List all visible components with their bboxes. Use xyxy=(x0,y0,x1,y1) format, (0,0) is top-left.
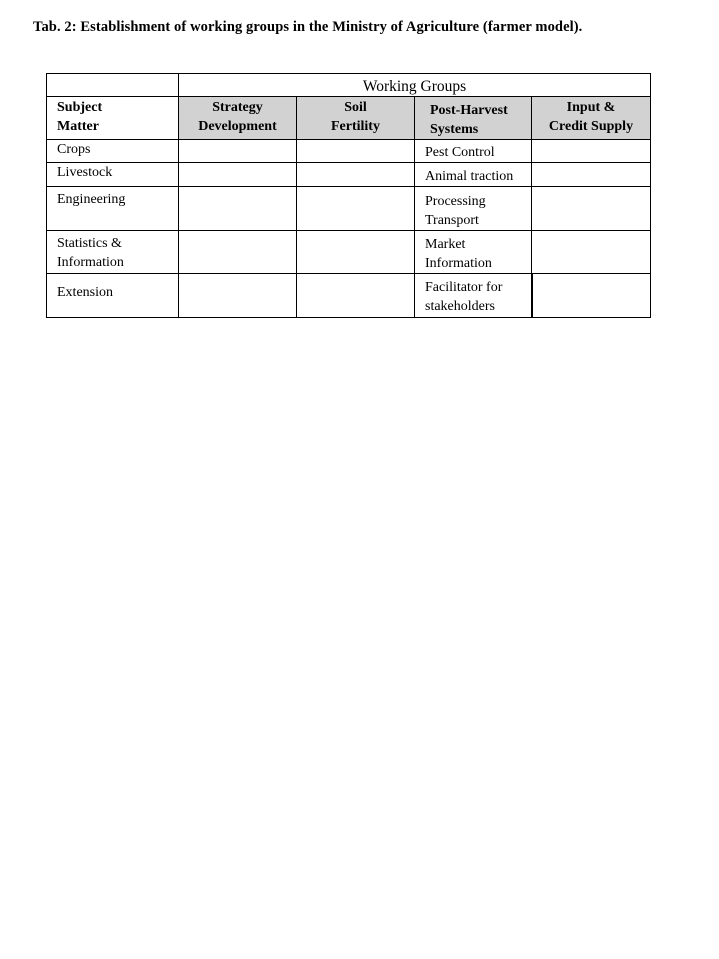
empty-cell xyxy=(297,163,415,187)
empty-cell xyxy=(179,163,297,187)
header-input-credit-supply: Input & Credit Supply xyxy=(532,97,651,140)
empty-cell xyxy=(532,187,651,231)
table-row xyxy=(47,274,651,318)
table-row xyxy=(47,231,651,274)
empty-cell xyxy=(297,274,415,318)
subject-cell: Engineering xyxy=(47,187,179,231)
table-caption: Tab. 2: Establishment of working groups in the Ministry of Agriculture (farmer model). xyxy=(33,19,583,35)
empty-corner-cell xyxy=(47,74,179,97)
post-harvest-cell: Market Information xyxy=(415,231,532,274)
empty-cell xyxy=(179,274,297,318)
subject-cell: Livestock xyxy=(47,163,179,187)
empty-cell xyxy=(179,231,297,274)
table-row xyxy=(47,163,651,187)
working-groups-header: Working Groups xyxy=(179,74,651,97)
subject-cell: Crops xyxy=(47,140,179,163)
table-row xyxy=(47,187,651,231)
post-harvest-cell: Animal traction xyxy=(415,163,532,187)
table-row-working-groups xyxy=(47,74,651,97)
header-post-harvest-systems: Post-Harvest Systems xyxy=(415,97,532,140)
empty-cell xyxy=(532,163,651,187)
post-harvest-cell: Processing Transport xyxy=(415,187,532,231)
empty-cell xyxy=(297,187,415,231)
post-harvest-cell: Pest Control xyxy=(415,140,532,163)
empty-cell xyxy=(179,187,297,231)
empty-cell xyxy=(179,140,297,163)
empty-cell xyxy=(297,140,415,163)
header-strategy-development: Strategy Development xyxy=(179,97,297,140)
header-subject-matter: Subject Matter xyxy=(47,97,179,140)
table-row xyxy=(47,140,651,163)
table-header-row xyxy=(47,97,651,140)
empty-cell xyxy=(532,231,651,274)
empty-cell xyxy=(532,140,651,163)
empty-cell xyxy=(297,231,415,274)
subject-cell: Statistics & Information xyxy=(47,231,179,274)
header-soil-fertility: Soil Fertility xyxy=(297,97,415,140)
post-harvest-cell: Facilitator for stakeholders xyxy=(415,274,532,318)
subject-cell: Extension xyxy=(47,274,179,318)
working-groups-table xyxy=(46,73,651,318)
empty-cell xyxy=(532,274,651,318)
